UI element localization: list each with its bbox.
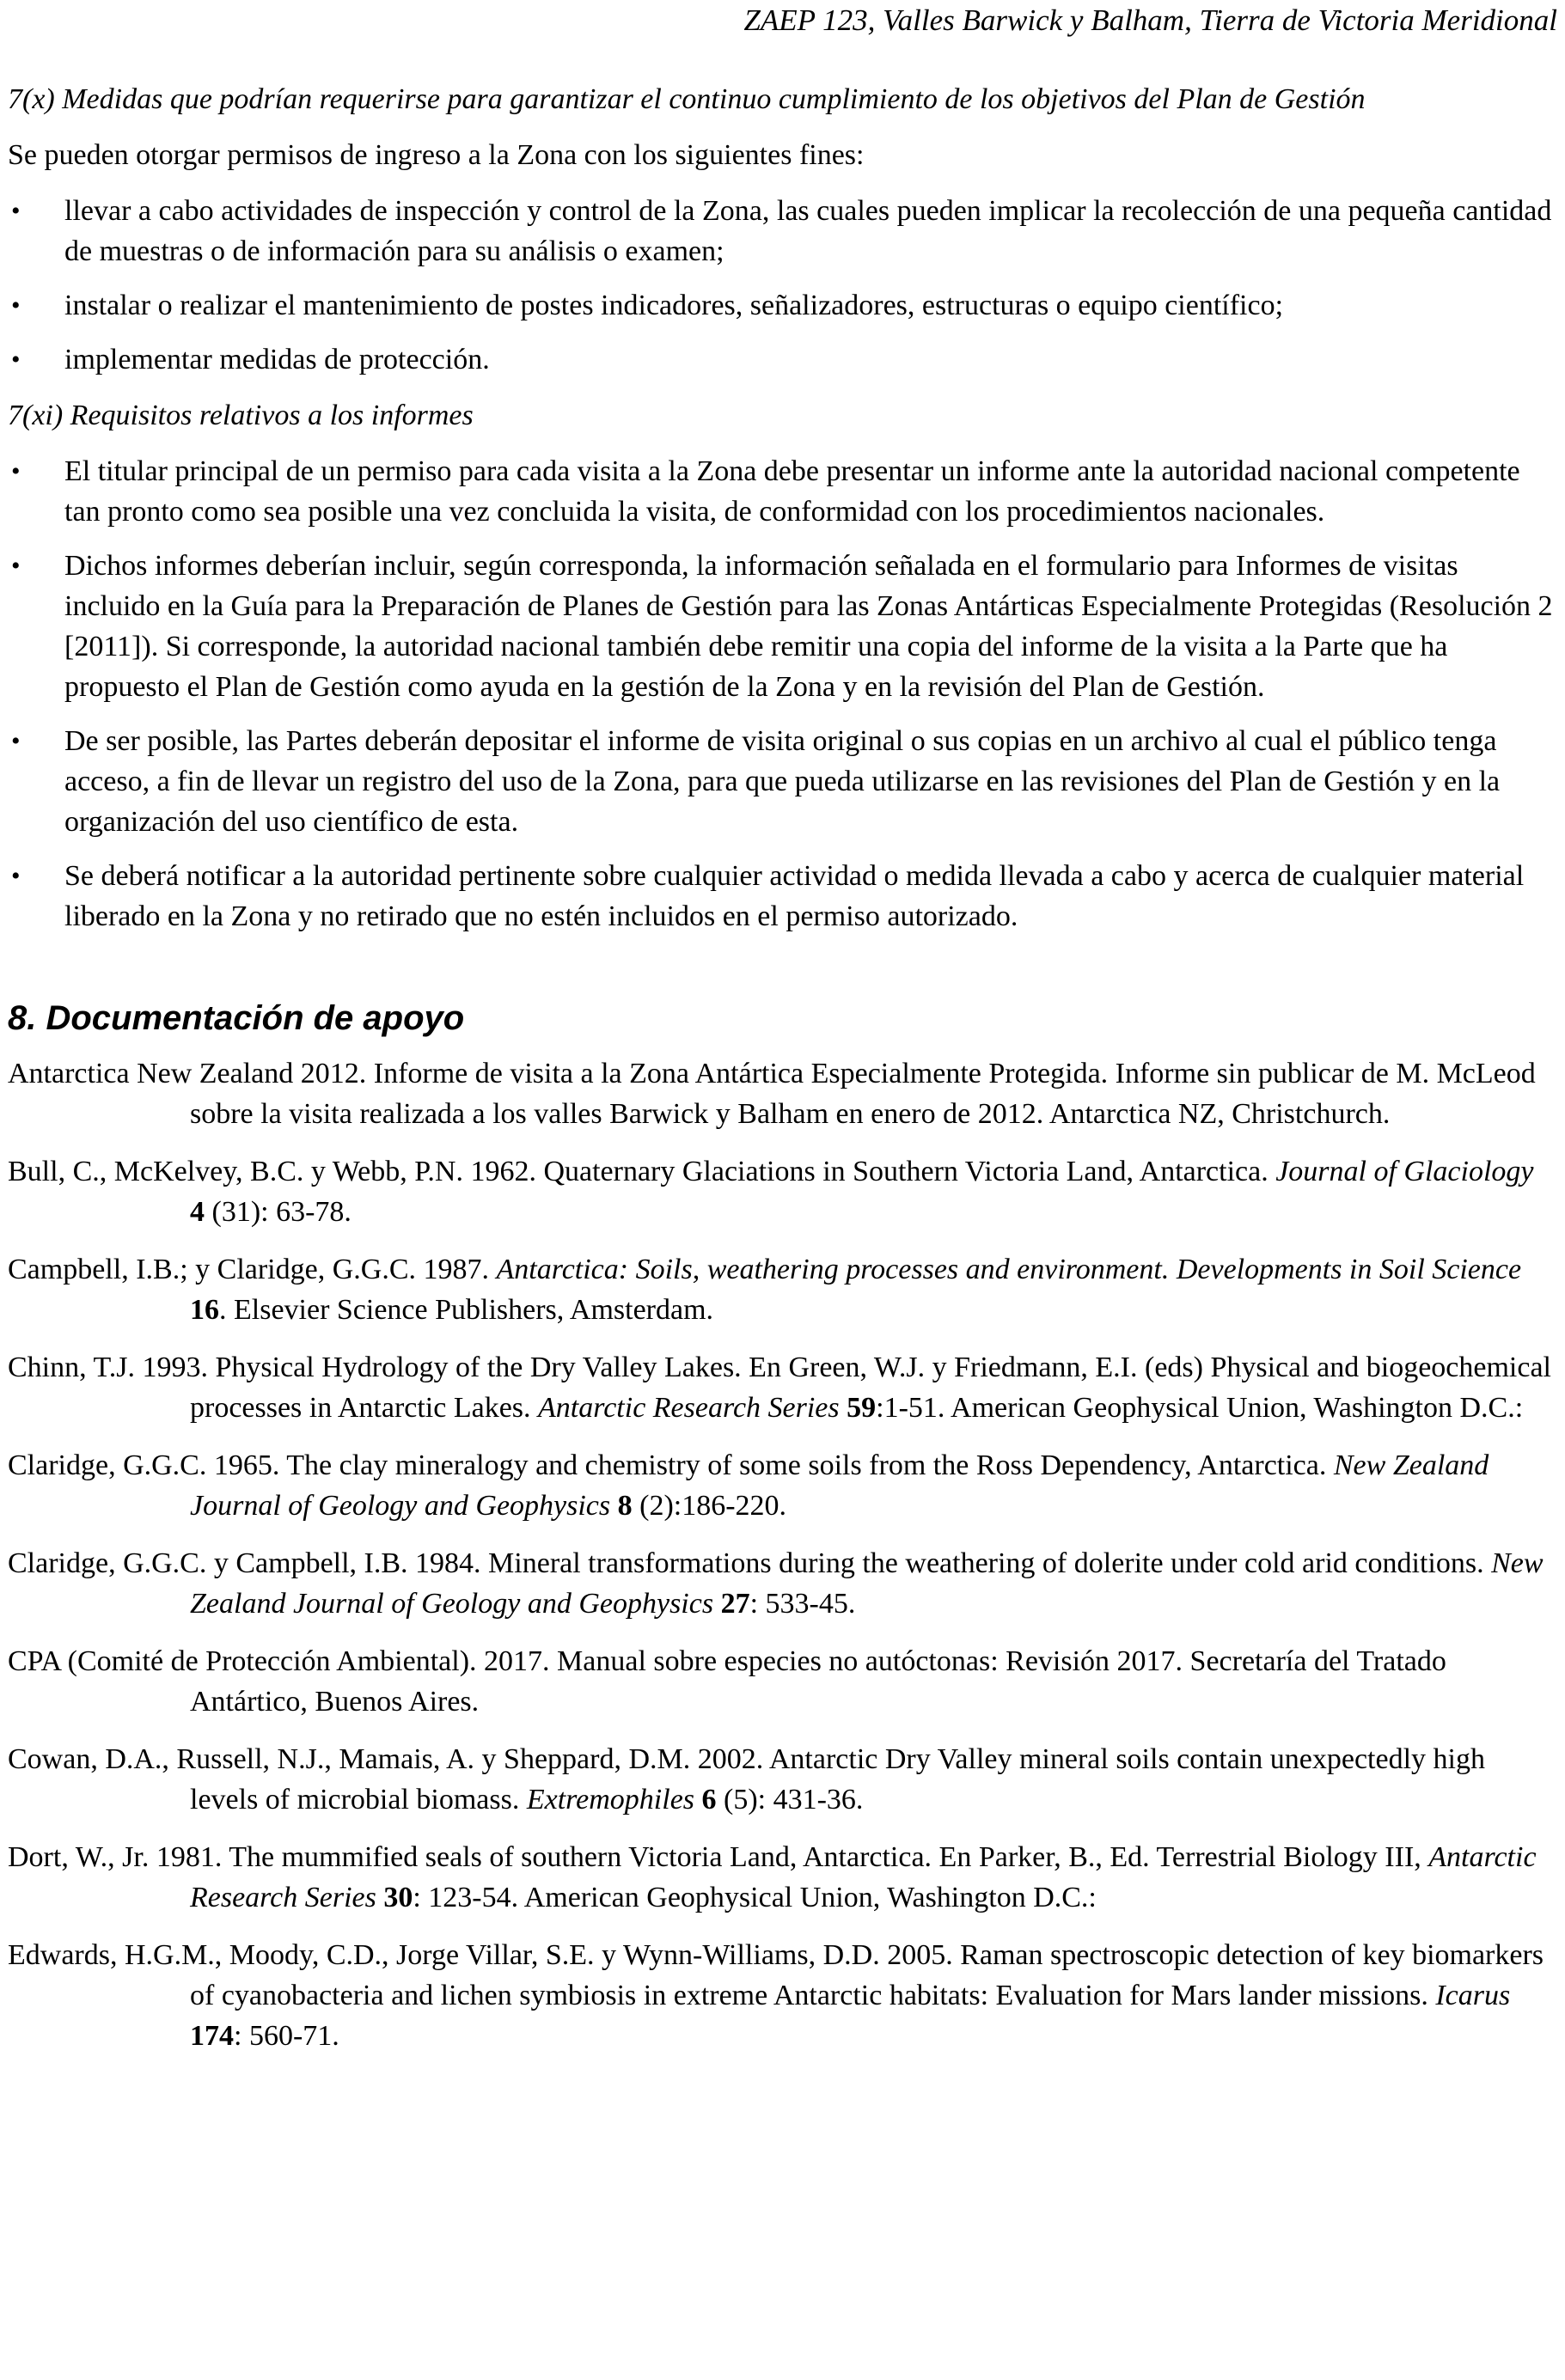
reference-pages: (5): 431-36. [716, 1784, 864, 1816]
reference-text: CPA (Comité de Protección Ambiental). 2017. Manual sobre especies no autóctonas: Revisión 2017. Secretaría del Tratado Antártico, Buenos Aires. [8, 1645, 1446, 1718]
list-item [8, 546, 1555, 707]
list-item-text: llevar a cabo actividades de inspección y control de la Zona, las cuales pueden implicar la recolección de una pequeña cantidad de muestras o de información para su análisis o examen; [64, 195, 1552, 267]
reference-volume: 27 [713, 1588, 750, 1620]
bullet-dot-icon: • [11, 727, 21, 755]
section-7xi-list [8, 451, 1555, 937]
section-8-heading: 8. Documentación de apoyo [8, 999, 465, 1037]
list-item-text: El titular principal de un permiso para cada visita a la Zona debe presentar un informe ante la autoridad nacional competente tan pronto como sea posible una vez concluida la visita, de conformidad con los procedimientos nacionales. [64, 455, 1520, 528]
reference-text: Bull, C., McKelvey, B.C. y Webb, P.N. 1962. Quaternary Glaciations in Southern Victoria Land, Antarctica. [8, 1156, 1276, 1187]
reference-item [8, 1935, 1555, 2056]
reference-volume: 16 [190, 1294, 219, 1326]
reference-pages: (2):186-220. [632, 1490, 787, 1522]
list-item-text: instalar o realizar el mantenimiento de postes indicadores, señalizadores, estructuras o equipo científico; [64, 290, 1284, 321]
reference-item [8, 1739, 1555, 1820]
reference-journal: Journal of Glaciology [1275, 1156, 1534, 1187]
reference-text: Antarctica New Zealand 2012. Informe de visita a la Zona Antártica Especialmente Protegida. Informe sin publicar de M. McLeod sobre la visita realizada a los valles Barwick y Balham en enero de 2012. Antarctica NZ, Christchurch. [8, 1058, 1536, 1130]
section-7x-list [8, 191, 1555, 380]
list-item-text: implementar medidas de protección. [64, 344, 490, 375]
reference-item [8, 1053, 1555, 1134]
bullet-dot-icon: • [11, 552, 21, 580]
section-7xi-heading: 7(xi) Requisitos relativos a los informes [8, 400, 474, 431]
reference-pages: . Elsevier Science Publishers, Amsterdam. [219, 1294, 714, 1326]
reference-item [8, 1249, 1555, 1330]
reference-volume: 59 [839, 1392, 877, 1424]
reference-journal: New Zealand Journal of Geology and Geophysics [190, 1449, 1489, 1522]
reference-text: Cowan, D.A., Russell, N.J., Mamais, A. y Sheppard, D.M. 2002. Antarctic Dry Valley mineral soils contain unexpectedly high levels of microbial biomass. [8, 1743, 1485, 1816]
reference-text: Dort, W., Jr. 1981. The mummified seals of southern Victoria Land, Antarctica. En Parker, B., Ed. Terrestrial Biology III, [8, 1841, 1429, 1873]
reference-text: Claridge, G.G.C. 1965. The clay mineralogy and chemistry of some soils from the Ross Dependency, Antarctica. [8, 1449, 1334, 1481]
reference-item [8, 1151, 1555, 1232]
list-item [8, 191, 1555, 272]
reference-pages: :1-51. American Geophysical Union, Washington D.C.: [876, 1392, 1524, 1424]
reference-journal: Extremophiles [526, 1784, 695, 1816]
reference-text: Edwards, H.G.M., Moody, C.D., Jorge Villar, S.E. y Wynn-Williams, D.D. 2005. Raman spectroscopic detection of key biomarkers of cyanobacteria and lichen symbiosis in extreme Antarctic habitats: Evaluation for Mars lander missions. [8, 1939, 1544, 2011]
document-body [8, 79, 1555, 2073]
reference-pages: (31): 63-78. [205, 1196, 352, 1228]
list-item [8, 856, 1555, 937]
reference-pages: : 560-71. [234, 2020, 339, 2052]
list-item-text: De ser posible, las Partes deberán depositar el informe de visita original o sus copias en un archivo al cual el público tenga acceso, a fin de llevar un registro del uso de la Zona, para que pueda utilizarse en las revisiones del Plan de Gestión y en la organización del uso científico de esta. [64, 725, 1501, 838]
reference-item [8, 1445, 1555, 1526]
reference-item [8, 1543, 1555, 1624]
reference-journal: New Zealand Journal of Geology and Geophysics [190, 1547, 1544, 1620]
reference-item [8, 1347, 1555, 1428]
list-item [8, 451, 1555, 532]
reference-volume: 30 [376, 1882, 413, 1913]
list-item [8, 721, 1555, 842]
section-7x-heading: 7(x) Medidas que podrían requerirse para garantizar el continuo cumplimiento de los objetivos del Plan de Gestión [8, 83, 1366, 115]
reference-volume: 174 [190, 2020, 234, 2052]
bullet-dot-icon: • [11, 291, 21, 320]
section-7x-intro: Se pueden otorgar permisos de ingreso a la Zona con los siguientes fines: [8, 139, 865, 171]
reference-volume: 4 [190, 1196, 205, 1228]
reference-pages: : 533-45. [749, 1588, 856, 1620]
bullet-dot-icon: • [11, 457, 21, 485]
list-item [8, 339, 1555, 380]
reference-journal: Antarctic Research Series [538, 1392, 840, 1424]
reference-list [8, 1053, 1555, 2056]
list-item-text: Se deberá notificar a la autoridad pertinente sobre cualquier actividad o medida llevada a cabo y acerca de cualquier material liberado en la Zona y no retirado que no estén incluidos en el permiso autorizado. [64, 860, 1525, 932]
reference-text: Chinn, T.J. 1993. Physical Hydrology of the Dry Valley Lakes. En Green, W.J. y Friedmann, E.I. (eds) Physical and biogeochemical processes in Antarctic Lakes. [8, 1352, 1552, 1424]
reference-text: Claridge, G.G.C. y Campbell, I.B. 1984. Mineral transformations during the weathering of dolerite under cold arid conditions. [8, 1547, 1492, 1579]
reference-volume: 8 [610, 1490, 633, 1522]
reference-text: Campbell, I.B.; y Claridge, G.G.C. 1987. [8, 1254, 497, 1285]
running-header: ZAEP 123, Valles Barwick y Balham, Tierra de Victoria Meridional [743, 3, 1557, 37]
reference-journal: Antarctica: Soils, weathering processes and environment. Developments in Soil Science [496, 1254, 1522, 1285]
reference-journal: Icarus [1435, 1980, 1511, 2011]
bullet-dot-icon: • [11, 345, 21, 374]
reference-pages: : 123-54. American Geophysical Union, Washington D.C.: [413, 1882, 1097, 1913]
bullet-dot-icon: • [11, 862, 21, 890]
reference-item [8, 1641, 1555, 1722]
reference-journal: Antarctic Research Series [190, 1841, 1537, 1913]
reference-volume: 6 [694, 1784, 717, 1816]
list-item [8, 285, 1555, 326]
bullet-dot-icon: • [11, 197, 21, 225]
reference-item [8, 1837, 1555, 1918]
list-item-text: Dichos informes deberían incluir, según corresponda, la información señalada en el formulario para Informes de visitas incluido en la Guía para la Preparación de Planes de Gestión para las Zonas Antárticas Especialmente Protegidas (Resolución 2 [2011]). Si corresponde, la autoridad nacional también debe remitir una copia del informe de la visita a la Parte que ha propuesto el Plan de Gestión como ayuda en la gestión de la Zona y en la revisión del Plan de Gestión. [64, 550, 1553, 703]
